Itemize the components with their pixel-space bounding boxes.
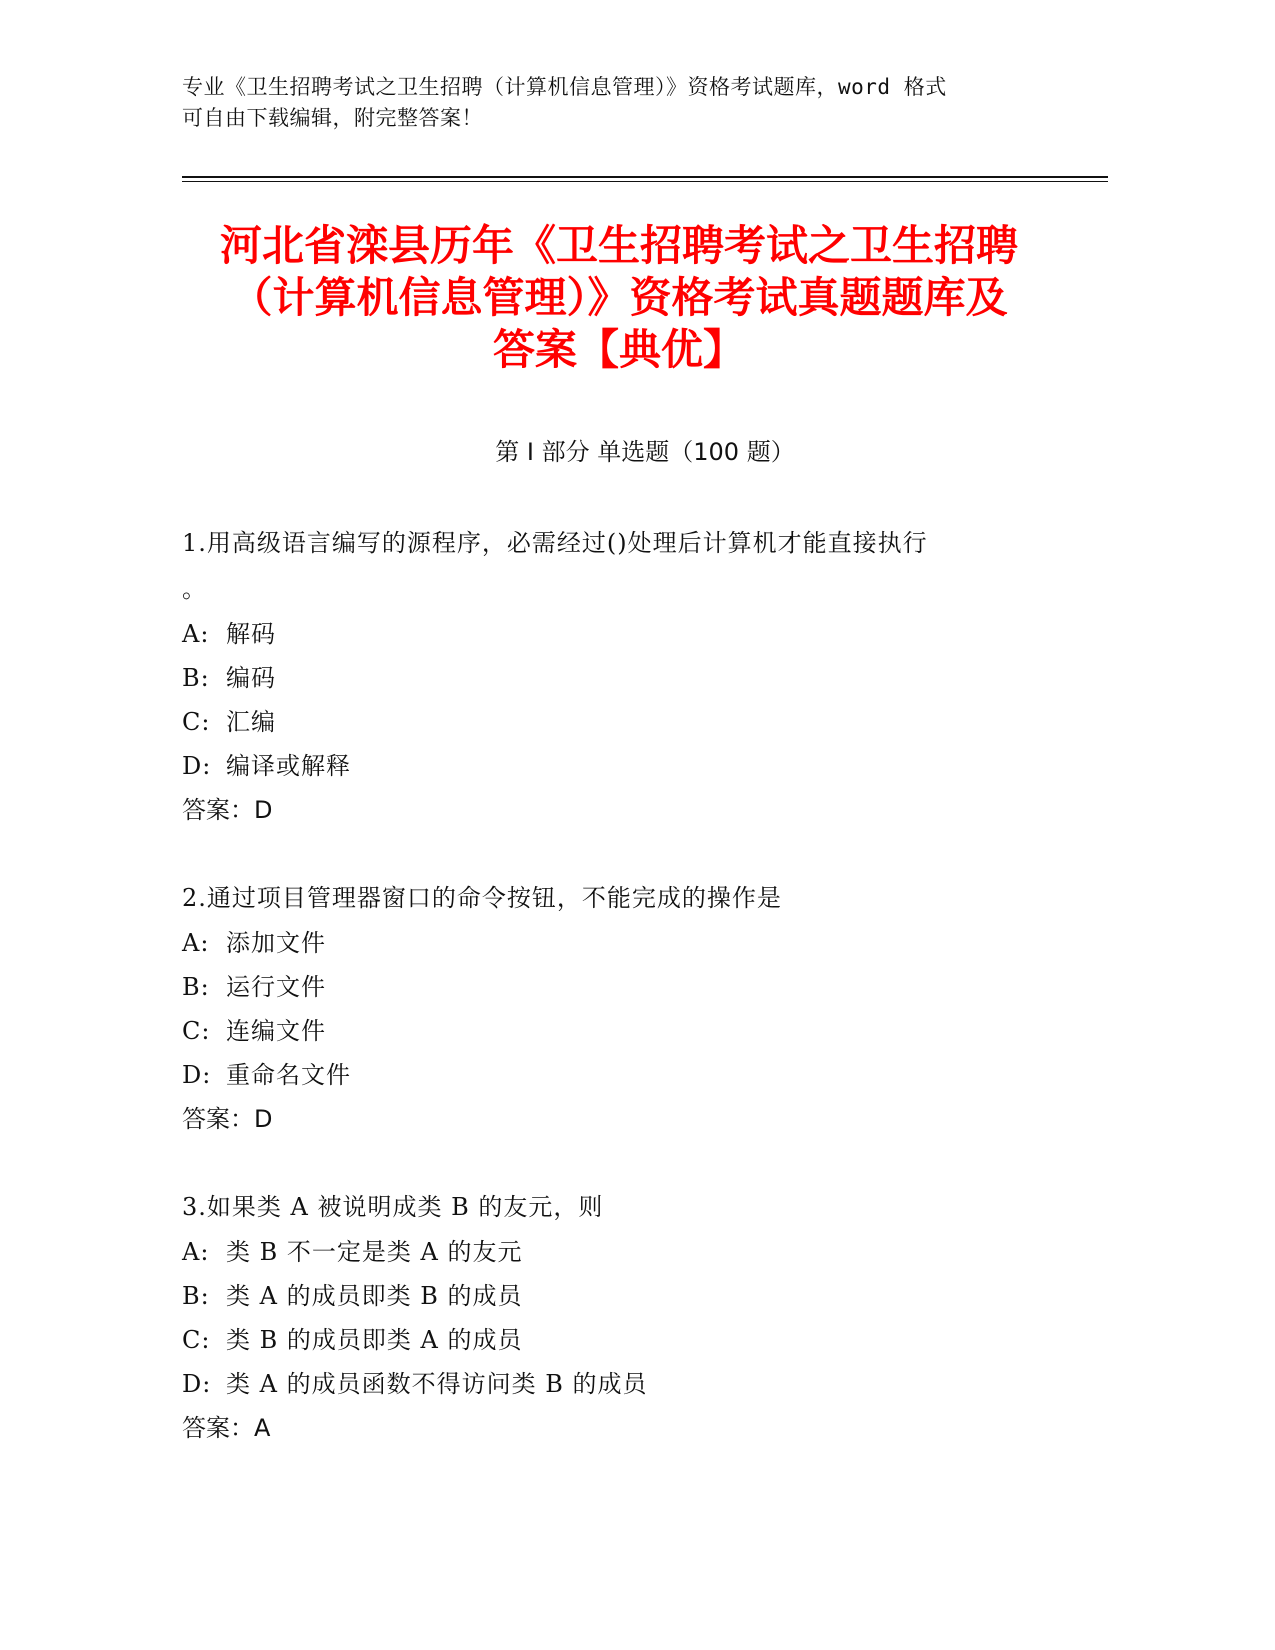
- option-key: B:: [182, 664, 210, 692]
- option-d: [182, 1053, 1042, 1097]
- question-stem: 1.用高级语言编写的源程序，必需经过()处理后计算机才能直接执行: [182, 529, 928, 557]
- option-key: C:: [182, 1017, 211, 1045]
- document-title-line-3: 答案【典优】: [492, 325, 745, 374]
- option-c: [182, 1009, 1042, 1053]
- option-text: 编译或解释: [226, 752, 351, 780]
- option-c: [182, 700, 1042, 744]
- option-a: [182, 921, 1042, 965]
- question-list: [182, 520, 1042, 1493]
- question-3: [182, 1184, 1042, 1450]
- document-title: [182, 220, 1056, 376]
- header-divider-thin: [182, 181, 1108, 182]
- option-text: 类 A 的成员函数不得访问类 B 的成员: [226, 1370, 648, 1398]
- option-key: A:: [182, 929, 210, 957]
- option-b: [182, 656, 1042, 700]
- header-note: [182, 72, 1082, 134]
- question-stem-continuation: 。: [182, 575, 207, 603]
- option-b: [182, 965, 1042, 1009]
- document-title-line-1: 河北省滦县历年《卫生招聘考试之卫生招聘: [219, 221, 1018, 270]
- option-d: [182, 744, 1042, 788]
- option-text: 类 B 的成员即类 A 的成员: [226, 1326, 523, 1354]
- document-title-line-2: （计算机信息管理）》资格考试真题题库及: [230, 273, 1008, 322]
- option-key: D:: [182, 752, 212, 780]
- option-key: C:: [182, 708, 211, 736]
- option-key: B:: [182, 1282, 210, 1310]
- question-stem: 2.通过项目管理器窗口的命令按钮，不能完成的操作是: [182, 884, 782, 912]
- section-heading: 第 I 部分 单选题（100 题）: [495, 438, 795, 466]
- header-divider-thick: [182, 176, 1108, 178]
- question-stem: 3.如果类 A 被说明成类 B 的友元，则: [182, 1193, 604, 1221]
- option-a: [182, 1230, 1042, 1274]
- question-1: [182, 520, 1042, 832]
- option-text: 解码: [226, 620, 276, 648]
- option-key: A:: [182, 620, 210, 648]
- option-key: B:: [182, 973, 210, 1001]
- option-key: D:: [182, 1370, 212, 1398]
- option-a: [182, 612, 1042, 656]
- option-key: A:: [182, 1238, 210, 1266]
- option-text: 类 B 不一定是类 A 的友元: [226, 1238, 523, 1266]
- header-note-line-1: 专业《卫生招聘考试之卫生招聘（计算机信息管理）》资格考试题库，word 格式: [182, 75, 947, 99]
- option-b: [182, 1274, 1042, 1318]
- option-key: D:: [182, 1061, 212, 1089]
- option-text: 添加文件: [226, 929, 326, 957]
- option-text: 汇编: [226, 708, 276, 736]
- question-2: [182, 875, 1042, 1141]
- answer-line: 答案：D: [182, 796, 273, 824]
- option-text: 类 A 的成员即类 B 的成员: [226, 1282, 523, 1310]
- option-d: [182, 1362, 1042, 1406]
- header-note-line-2: 可自由下载编辑，附完整答案！: [182, 106, 483, 130]
- option-key: C:: [182, 1326, 211, 1354]
- option-c: [182, 1318, 1042, 1362]
- answer-line: 答案：D: [182, 1105, 273, 1133]
- option-text: 运行文件: [226, 973, 326, 1001]
- option-text: 连编文件: [226, 1017, 326, 1045]
- answer-line: 答案：A: [182, 1414, 271, 1442]
- option-text: 编码: [226, 664, 276, 692]
- option-text: 重命名文件: [226, 1061, 351, 1089]
